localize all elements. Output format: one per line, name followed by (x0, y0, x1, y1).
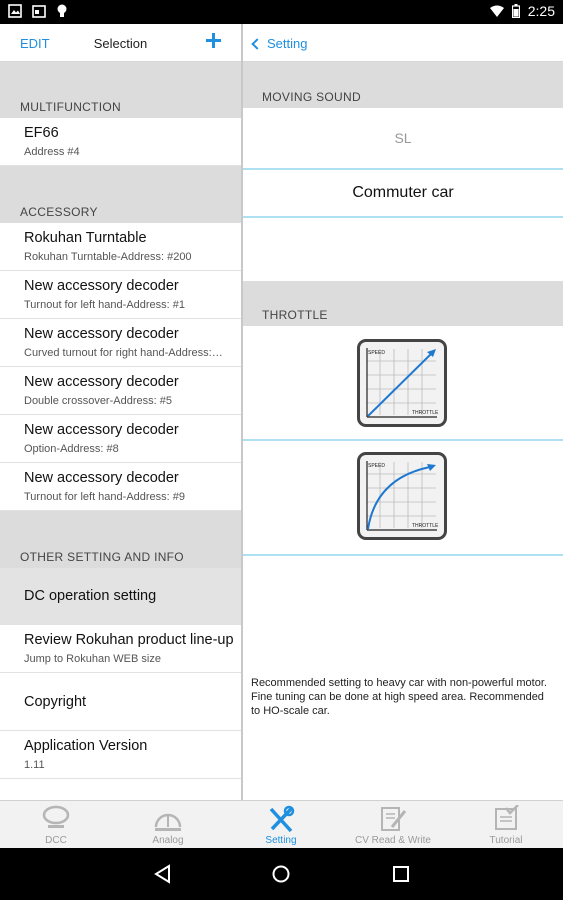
item-title: New accessory decoder (24, 374, 179, 390)
battery-icon (512, 4, 520, 18)
axis-label-throttle: THROTTLE (412, 523, 439, 529)
item-title: Rokuhan Turntable (24, 230, 147, 246)
item-subtitle: Turnout for left hand-Address: #1 (24, 299, 186, 311)
list-item-copyright[interactable] (0, 673, 241, 731)
image-notification-icon (8, 4, 22, 18)
home-circle-icon[interactable] (271, 864, 291, 884)
tab-tutorial[interactable] (450, 801, 562, 849)
item-subtitle: Curved turnout for right hand-Address:… (24, 347, 223, 359)
sound-option-sl[interactable] (243, 108, 563, 170)
axis-label-speed: SPEED (368, 463, 385, 469)
tab-dcc[interactable] (0, 801, 112, 849)
pane-title: Selection (93, 36, 148, 51)
throttle-description: Recommended setting to heavy car with non-powerful motor. Fine tuning can be done at high speed area. Recommended to HO-scale car. (251, 677, 547, 717)
edit-button[interactable]: EDIT (20, 36, 50, 51)
chevron-left-icon (251, 38, 262, 49)
axis-label-throttle: THROTTLE (412, 410, 439, 416)
spacer (243, 218, 563, 281)
item-title: EF66 (24, 125, 59, 141)
item-title: New accessory decoder (24, 470, 179, 486)
section-label: ACCESSORY (20, 205, 98, 219)
section-label: THROTTLE (262, 308, 328, 322)
item-subtitle: Option-Address: #8 (24, 443, 119, 455)
option-label: Commuter car (352, 184, 454, 201)
list-item-accessory[interactable] (0, 463, 241, 511)
back-label: Setting (267, 36, 308, 51)
tools-icon (266, 805, 296, 835)
tab-label: DCC (45, 835, 67, 846)
system-nav-bar (0, 848, 563, 900)
tab-setting[interactable] (225, 801, 337, 849)
add-icon[interactable] (205, 31, 223, 49)
calendar-notification-icon (32, 4, 46, 18)
setting-toolbar (243, 24, 563, 62)
item-title: Review Rokuhan product line-up (24, 632, 234, 648)
selection-pane (0, 24, 241, 800)
tab-label: CV Read & Write (355, 835, 431, 846)
linear-curve-icon (357, 339, 447, 427)
tab-analog[interactable] (112, 801, 224, 849)
sound-option-commuter[interactable] (243, 170, 563, 218)
item-subtitle: Double crossover-Address: #5 (24, 395, 172, 407)
item-subtitle: 1.11 (24, 759, 45, 771)
section-header-multifunction (0, 62, 241, 118)
item-title: New accessory decoder (24, 278, 179, 294)
item-subtitle: Turnout for left hand-Address: #9 (24, 491, 186, 503)
tab-label: Tutorial (489, 835, 523, 846)
list-item-accessory[interactable] (0, 319, 241, 367)
tab-label: Setting (265, 835, 297, 846)
item-title: Application Version (24, 738, 148, 754)
selection-toolbar (0, 24, 241, 62)
gradual-curve-icon (357, 452, 447, 540)
tutorial-icon (491, 805, 521, 833)
list-item-app-version[interactable] (0, 731, 241, 779)
tab-cv-read-write[interactable] (337, 801, 449, 849)
section-header-throttle (243, 281, 563, 326)
item-title: DC operation setting (24, 588, 157, 604)
bulb-notification-icon (56, 4, 68, 18)
item-subtitle: Rokuhan Turntable-Address: #200 (24, 251, 192, 263)
bottom-tab-bar (0, 800, 563, 848)
section-label: OTHER SETTING AND INFO (20, 550, 184, 564)
section-label: MOVING SOUND (262, 90, 361, 104)
list-item-accessory[interactable] (0, 367, 241, 415)
throttle-curve-linear[interactable] (243, 326, 563, 441)
tab-label: Analog (152, 835, 184, 846)
wifi-icon (490, 5, 504, 17)
analog-gauge-icon (153, 805, 183, 833)
section-header-accessory (0, 166, 241, 223)
recents-square-icon[interactable] (391, 864, 411, 884)
item-title: New accessory decoder (24, 422, 179, 438)
option-label: SL (394, 130, 412, 146)
throttle-curve-gradual[interactable] (243, 441, 563, 556)
section-header-other (0, 511, 241, 568)
section-header-moving-sound (243, 62, 563, 108)
item-title: Copyright (24, 693, 87, 710)
list-item-product-lineup[interactable] (0, 625, 241, 673)
setting-pane (243, 24, 563, 800)
cv-edit-icon (378, 805, 408, 833)
item-title: New accessory decoder (24, 326, 179, 342)
list-item-accessory[interactable] (0, 223, 241, 271)
back-triangle-icon[interactable] (153, 864, 173, 884)
list-item-accessory[interactable] (0, 415, 241, 463)
item-subtitle: Jump to Rokuhan WEB size (24, 653, 161, 665)
clock: 2:25 (527, 3, 555, 19)
status-bar (0, 0, 563, 24)
item-subtitle: Address #4 (24, 146, 80, 158)
list-item-accessory[interactable] (0, 271, 241, 319)
list-item-ef66[interactable] (0, 118, 241, 166)
dcc-icon (41, 805, 71, 833)
back-button[interactable] (253, 36, 307, 51)
axis-label-speed: SPEED (368, 350, 385, 356)
section-label: MULTIFUNCTION (20, 100, 122, 114)
list-item-dc-operation[interactable] (0, 568, 241, 625)
